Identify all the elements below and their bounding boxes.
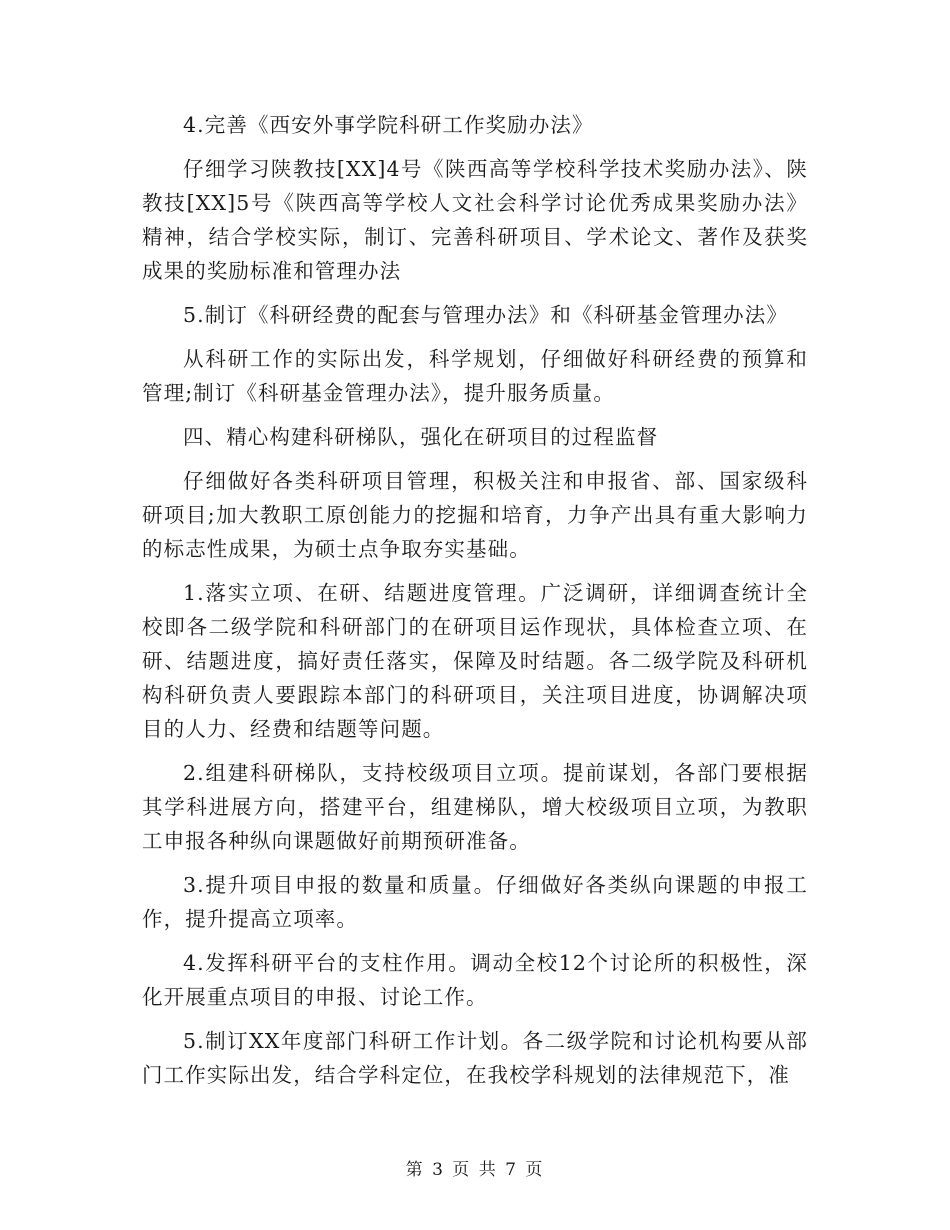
paragraph-item-4-heading: 4.完善《西安外事学院科研工作奖励办法》	[183, 113, 594, 137]
paragraph-project-management: 仔细做好各类科研项目管理，积极关注和申报省、部、国家级科研项目;加大教职工原创能力的挖掘和培育，力争产出具有重大影响力的标志性成果，为硕士点争取夯实基础。	[142, 469, 808, 561]
paragraph-funding: 从科研工作的实际出发，科学规划，仔细做好科研经费的预算和管理;制订《科研基金管理办法》，提升服务质量。	[142, 347, 808, 405]
paragraph-point-2: 2.组建科研梯队，支持校级项目立项。提前谋划，各部门要根据其学科进展方向，搭建平台，组建梯队，增大校级项目立项，为教职工申报各种纵向课题做好前期预研准备。	[142, 761, 808, 853]
paragraph-point-4: 4.发挥科研平台的支柱作用。调动全校12个讨论所的积极性，深化开展重点项目的申报、讨论工作。	[142, 951, 808, 1009]
paragraph-point-3: 3.提升项目申报的数量和质量。仔细做好各类纵向课题的申报工作，提升提高立项率。	[142, 873, 808, 931]
paragraph-reward-policy: 仔细学习陕教技[XX]4号《陕西高等学校科学技术奖励办法》、陕教技[XX]5号《陕西高等学校人文社会科学讨论优秀成果奖励办法》精神，结合学校实际，制订、完善科研项目、学术论文、著作及获奖成果的奖励标准和管理办法	[142, 157, 808, 283]
paragraph-point-1: 1.落实立项、在研、结题进度管理。广泛调研，详细调查统计全校即各二级学院和科研部门的在研项目运作现状，具体检查立项、在研、结题进度，搞好责任落实，保障及时结题。各二级学院及科研机构科研负责人要跟踪本部门的科研项目，关注项目进度，协调解决项目的人力、经费和结题等问题。	[142, 581, 808, 741]
document-body	[142, 108, 808, 1092]
paragraph-item-5-heading: 5.制订《科研经费的配套与管理办法》和《科研基金管理办法》	[183, 303, 788, 327]
section-heading-4: 四、精心构建科研梯队，强化在研项目的过程监督	[183, 425, 659, 449]
paragraph-point-5: 5.制订XX年度部门科研工作计划。各二级学院和讨论机构要从部门工作实际出发，结合学科定位，在我校学科规划的法律规范下，准	[142, 1029, 808, 1087]
page-number-footer: 第 3 页 共 7 页	[405, 1160, 545, 1180]
